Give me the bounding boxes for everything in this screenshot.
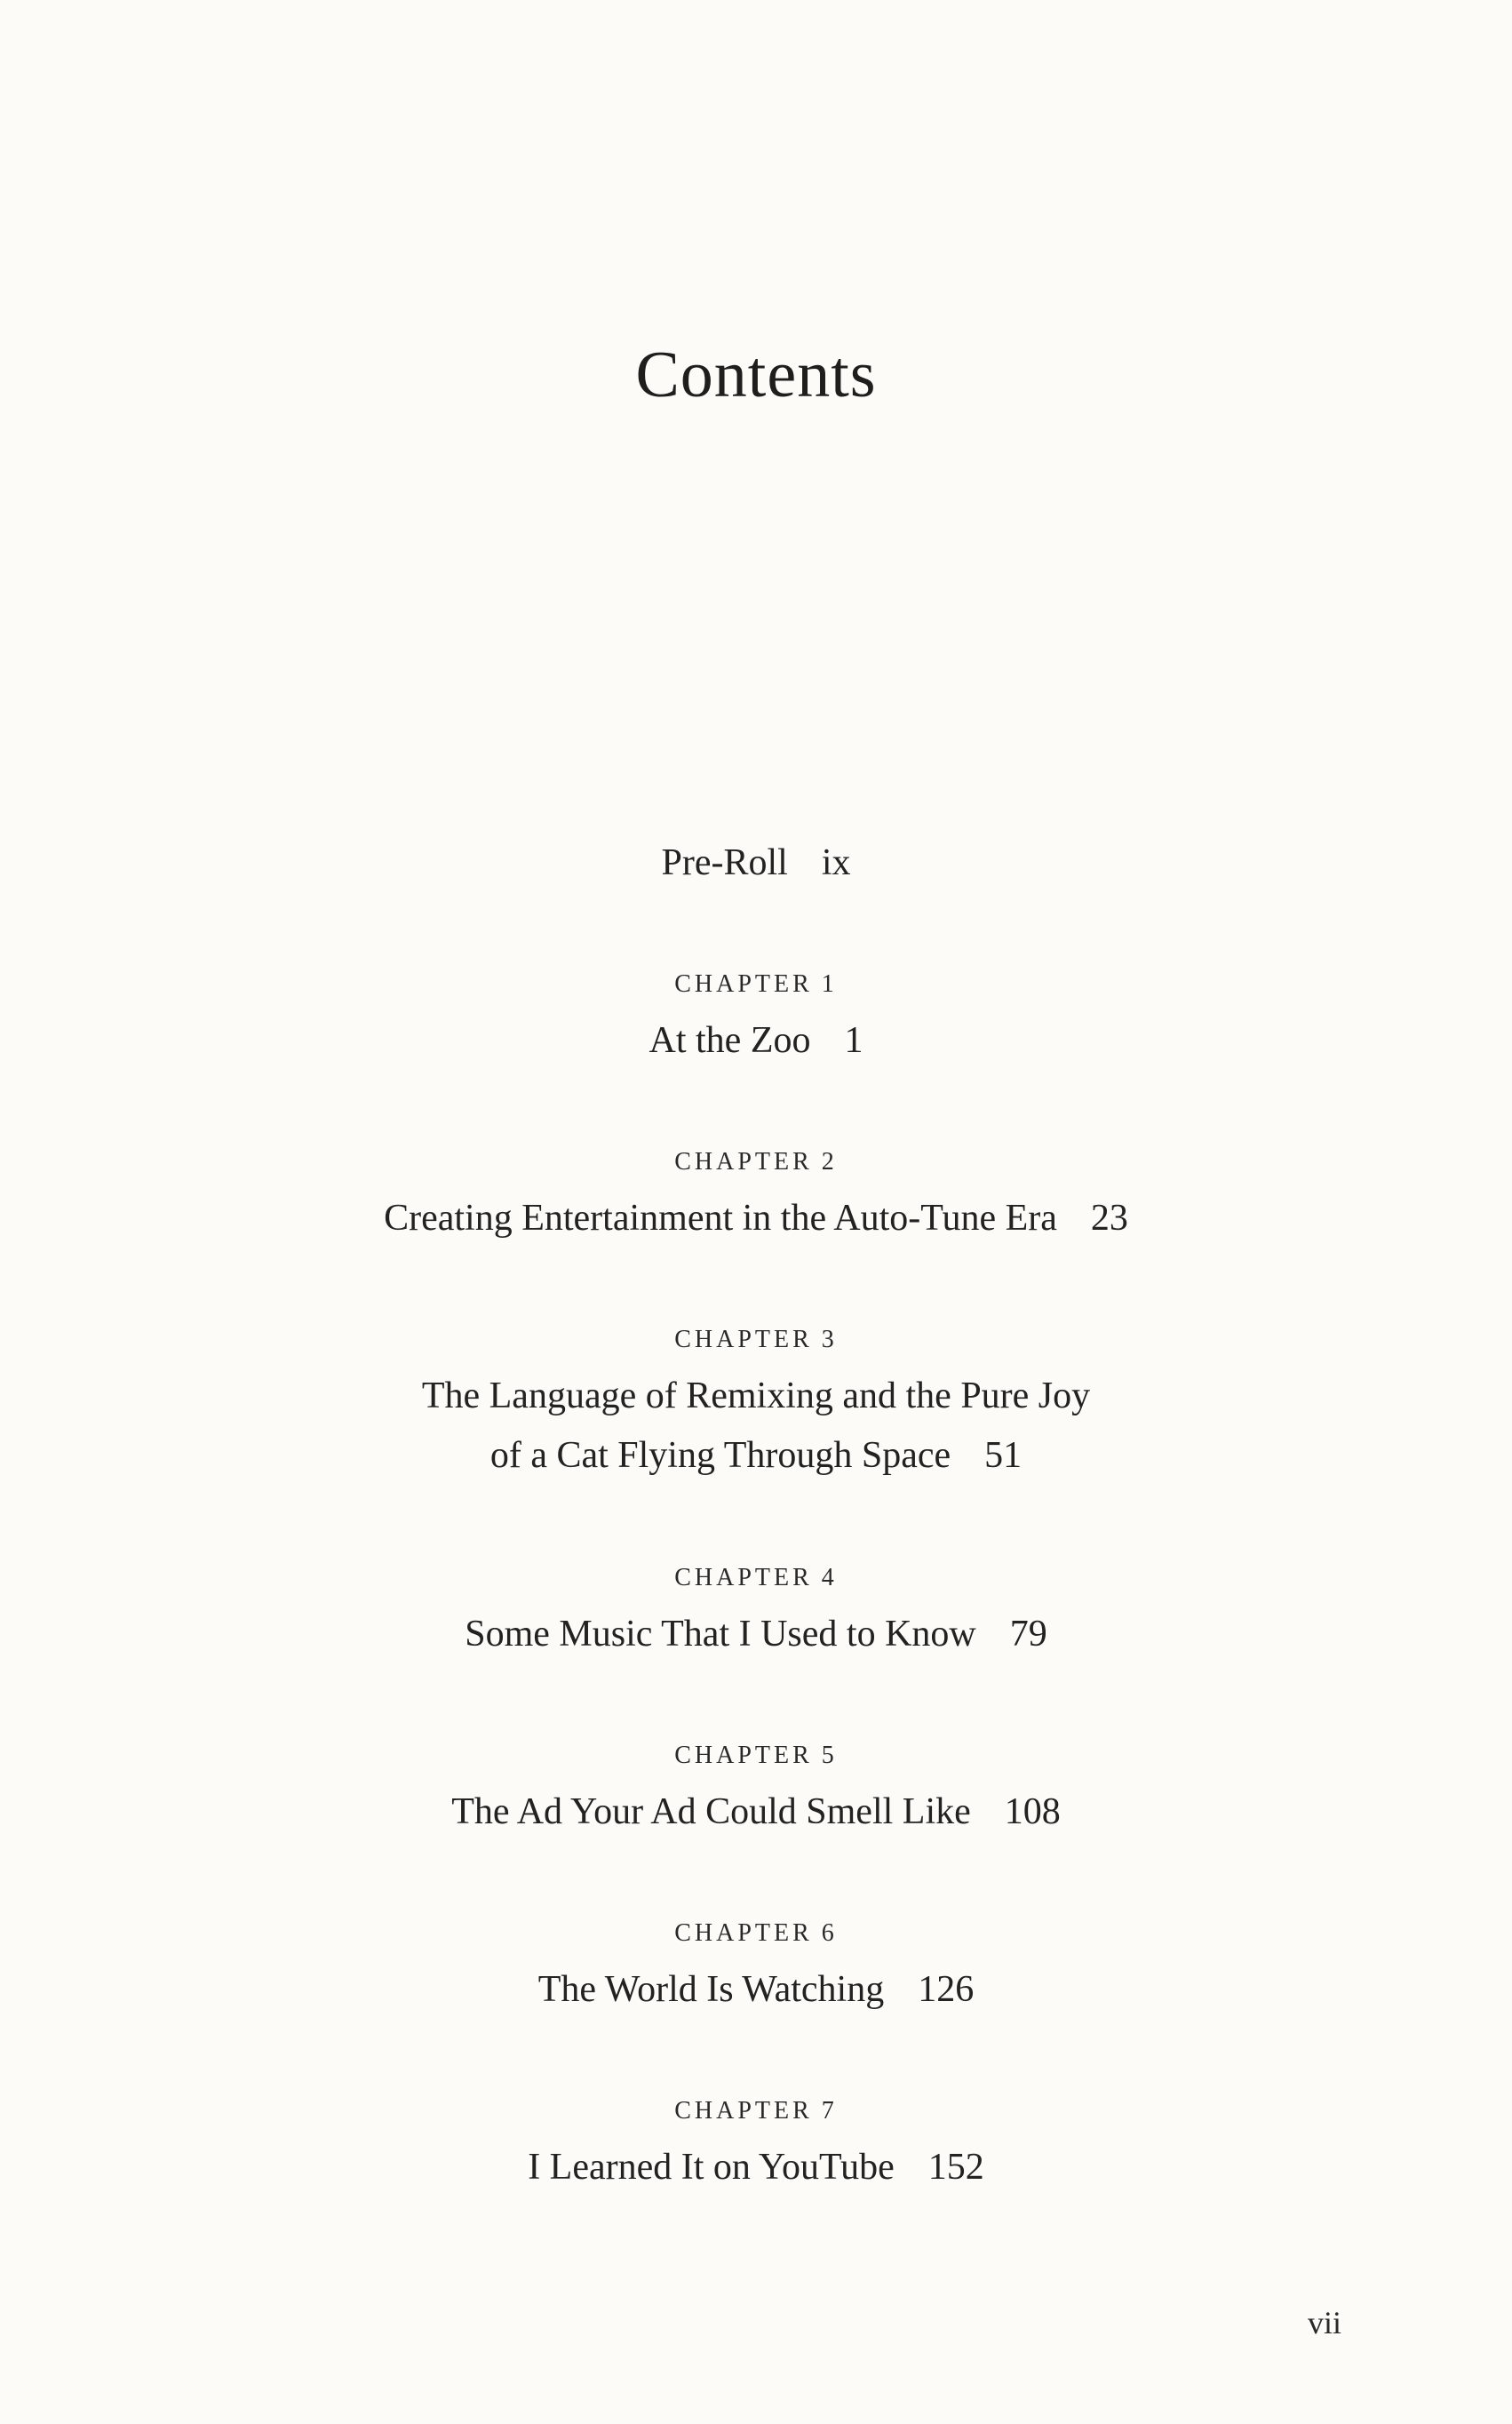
entry-title: The Ad Your Ad Could Smell Like: [451, 1791, 971, 1832]
entry-title: of a Cat Flying Through Space: [489, 1435, 951, 1476]
entry-title: The Language of Remixing and the Pure Joy: [421, 1375, 1091, 1416]
toc-entry-chapter-2[interactable]: [0, 1200, 1512, 1237]
chapter-label-1: CHAPTER 1: [674, 970, 838, 998]
entry-page: 126: [918, 1969, 975, 2010]
toc-entry-chapter-1[interactable]: [0, 1022, 1512, 1059]
chapter-label-6: CHAPTER 6: [674, 1919, 838, 1947]
toc-entry-chapter-4[interactable]: [0, 1615, 1512, 1653]
chapter-label-5: CHAPTER 5: [674, 1742, 838, 1769]
chapter-label-2: CHAPTER 2: [674, 1148, 838, 1176]
entry-page: 79: [1009, 1614, 1047, 1655]
entry-page: 1: [844, 1020, 863, 1061]
entry-page: ix: [821, 842, 851, 883]
toc-entry-chapter-6[interactable]: [0, 1971, 1512, 2008]
chapter-label-3: CHAPTER 3: [674, 1326, 838, 1353]
page-title: Contents: [635, 339, 877, 411]
toc-entry-pre-roll[interactable]: [0, 844, 1512, 881]
entry-title: The World Is Watching: [537, 1969, 885, 2010]
entry-title: Creating Entertainment in the Auto-Tune Era: [384, 1198, 1057, 1239]
entry-page: 23: [1090, 1198, 1128, 1239]
page-folio: vii: [1307, 2305, 1341, 2340]
entry-page: 152: [927, 2147, 984, 2188]
entry-page: 51: [984, 1435, 1023, 1476]
toc-entry-chapter-3-line-1[interactable]: [0, 1377, 1512, 1415]
toc-entry-chapter-5[interactable]: [0, 1793, 1512, 1830]
entry-title: Some Music That I Used to Know: [465, 1614, 976, 1655]
entry-page: 108: [1004, 1791, 1061, 1832]
chapter-label-7: CHAPTER 7: [674, 2097, 838, 2125]
chapter-label-4: CHAPTER 4: [674, 1564, 838, 1591]
entry-title: Pre-Roll: [661, 842, 788, 883]
toc-entry-chapter-7[interactable]: [0, 2149, 1512, 2186]
entry-title: I Learned It on YouTube: [528, 2147, 895, 2188]
entry-title: At the Zoo: [649, 1020, 811, 1061]
toc-entry-chapter-3-line-2[interactable]: [0, 1437, 1512, 1474]
